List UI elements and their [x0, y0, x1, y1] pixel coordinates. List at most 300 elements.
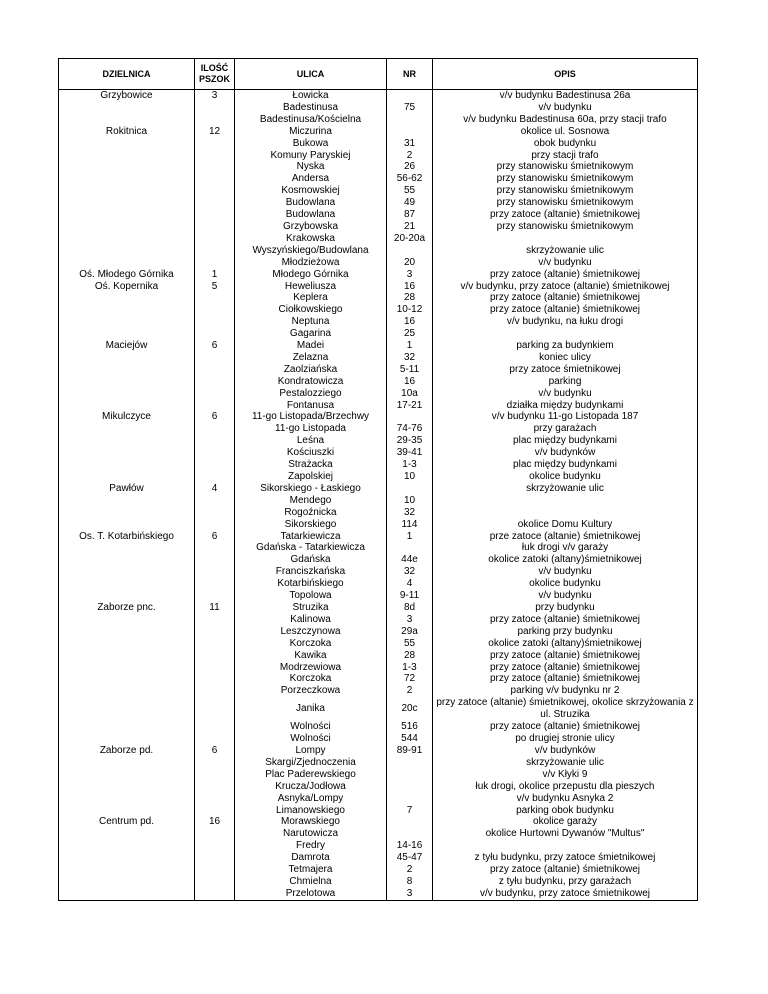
- cell-opis: v/v budynku 11-go Listopada 187: [433, 411, 698, 423]
- cell-ilosc: [195, 257, 235, 269]
- cell-ilosc: [195, 352, 235, 364]
- header-dzielnica: DZIELNICA: [59, 59, 195, 90]
- table-row: [59, 816, 698, 828]
- cell-opis: v/v budynku Asnyka 2: [433, 793, 698, 805]
- table-row: [59, 638, 698, 650]
- cell-nr: 32: [387, 566, 433, 578]
- table-row: [59, 483, 698, 495]
- cell-opis: przy zatoce (altanie) śmietnikowej: [433, 650, 698, 662]
- cell-nr: 28: [387, 292, 433, 304]
- cell-nr: 55: [387, 185, 433, 197]
- cell-ulica: Kondratowicza: [235, 376, 387, 388]
- table-row: [59, 578, 698, 590]
- cell-opis: plac między budynkami: [433, 435, 698, 447]
- cell-dzielnica: [59, 435, 195, 447]
- cell-dzielnica: [59, 614, 195, 626]
- cell-opis: v/v budynku Badestinusa 60a, przy stacji trafo: [433, 114, 698, 126]
- cell-ilosc: [195, 626, 235, 638]
- cell-ulica: Narutowicza: [235, 828, 387, 840]
- cell-ulica: Badestinusa: [235, 102, 387, 114]
- cell-dzielnica: [59, 721, 195, 733]
- table-row: [59, 173, 698, 185]
- cell-ilosc: [195, 173, 235, 185]
- cell-ulica: Neptuna: [235, 316, 387, 328]
- cell-opis: v/v budynku Badestinusa 26a: [433, 90, 698, 102]
- cell-dzielnica: [59, 733, 195, 745]
- cell-nr: 29-35: [387, 435, 433, 447]
- cell-nr: 3: [387, 269, 433, 281]
- cell-opis: przy zatoce śmietnikowej: [433, 364, 698, 376]
- cell-ulica: Krucza/Jodłowa: [235, 781, 387, 793]
- cell-ulica: Kalinowa: [235, 614, 387, 626]
- cell-ulica: Strażacka: [235, 459, 387, 471]
- cell-dzielnica: [59, 138, 195, 150]
- table-row: [59, 685, 698, 697]
- cell-ulica: Plac Paderewskiego: [235, 769, 387, 781]
- table-row: [59, 185, 698, 197]
- cell-nr: 29a: [387, 626, 433, 638]
- cell-ilosc: [195, 197, 235, 209]
- cell-dzielnica: [59, 650, 195, 662]
- cell-ilosc: [195, 102, 235, 114]
- cell-ulica: Modrzewiowa: [235, 662, 387, 674]
- cell-opis: [433, 507, 698, 519]
- table-row: [59, 876, 698, 888]
- cell-ulica: Wolności: [235, 721, 387, 733]
- cell-nr: 10-12: [387, 304, 433, 316]
- cell-ulica: Gdańska: [235, 554, 387, 566]
- cell-ilosc: [195, 519, 235, 531]
- table-row: [59, 411, 698, 423]
- cell-opis: okolice zatoki (altany)śmietnikowej: [433, 638, 698, 650]
- cell-ilosc: [195, 471, 235, 483]
- cell-ulica: 11-go Listopada: [235, 423, 387, 435]
- cell-opis: przy zatoce (altanie) śmietnikowej: [433, 673, 698, 685]
- cell-dzielnica: [59, 793, 195, 805]
- cell-ulica: Kawika: [235, 650, 387, 662]
- cell-opis: okolice ul. Sosnowa: [433, 126, 698, 138]
- table-row: [59, 542, 698, 554]
- cell-ilosc: [195, 673, 235, 685]
- cell-opis: przy zatoce (altanie) śmietnikowej: [433, 209, 698, 221]
- cell-ulica: Zapolskiej: [235, 471, 387, 483]
- cell-dzielnica: [59, 292, 195, 304]
- cell-ilosc: [195, 614, 235, 626]
- cell-ulica: Grzybowska: [235, 221, 387, 233]
- cell-nr: [387, 828, 433, 840]
- cell-ulica: Łowicka: [235, 90, 387, 102]
- cell-ulica: Porzeczkowa: [235, 685, 387, 697]
- cell-nr: 89-91: [387, 745, 433, 757]
- table-row: [59, 852, 698, 864]
- cell-nr: 1-3: [387, 662, 433, 674]
- table-row: [59, 209, 698, 221]
- cell-ulica: Wolności: [235, 733, 387, 745]
- spreadsheet: [58, 58, 697, 901]
- cell-dzielnica: [59, 304, 195, 316]
- cell-ulica: Gdańska - Tatarkiewicza: [235, 542, 387, 554]
- cell-ulica: Struzika: [235, 602, 387, 614]
- table-row: [59, 150, 698, 162]
- table-row: [59, 233, 698, 245]
- table-row: [59, 733, 698, 745]
- cell-dzielnica: [59, 316, 195, 328]
- cell-opis: okolice Hurtowni Dywanów "Multus": [433, 828, 698, 840]
- cell-ulica: Madei: [235, 340, 387, 352]
- cell-opis: przy zatoce (altanie) śmietnikowej: [433, 269, 698, 281]
- cell-dzielnica: [59, 233, 195, 245]
- cell-ulica: Sikorskiego: [235, 519, 387, 531]
- cell-opis: koniec ulicy: [433, 352, 698, 364]
- cell-dzielnica: [59, 554, 195, 566]
- cell-nr: 28: [387, 650, 433, 662]
- cell-nr: 5-11: [387, 364, 433, 376]
- cell-ilosc: [195, 400, 235, 412]
- table-row: [59, 828, 698, 840]
- table-row: [59, 769, 698, 781]
- cell-dzielnica: Pawłów: [59, 483, 195, 495]
- cell-dzielnica: Centrum pd.: [59, 816, 195, 828]
- cell-ilosc: [195, 733, 235, 745]
- cell-ilosc: [195, 245, 235, 257]
- cell-ulica: Mendego: [235, 495, 387, 507]
- cell-dzielnica: [59, 423, 195, 435]
- cell-ilosc: [195, 388, 235, 400]
- table-row: [59, 781, 698, 793]
- cell-nr: [387, 757, 433, 769]
- table-row: [59, 138, 698, 150]
- cell-nr: [387, 114, 433, 126]
- cell-ulica: Lompy: [235, 745, 387, 757]
- cell-opis: po drugiej stronie ulicy: [433, 733, 698, 745]
- cell-ulica: Żelazna: [235, 352, 387, 364]
- cell-opis: v/v budynku: [433, 388, 698, 400]
- cell-nr: 10a: [387, 388, 433, 400]
- cell-nr: [387, 245, 433, 257]
- cell-nr: 16: [387, 281, 433, 293]
- cell-dzielnica: [59, 221, 195, 233]
- cell-ulica: Kosmowskiej: [235, 185, 387, 197]
- cell-dzielnica: [59, 161, 195, 173]
- cell-opis: okolice budynku: [433, 578, 698, 590]
- cell-ulica: Pestalozziego: [235, 388, 387, 400]
- cell-ulica: Korczoka: [235, 673, 387, 685]
- cell-dzielnica: [59, 685, 195, 697]
- cell-ulica: Topolowa: [235, 590, 387, 602]
- cell-ilosc: 4: [195, 483, 235, 495]
- table-row: [59, 840, 698, 852]
- cell-nr: 3: [387, 614, 433, 626]
- cell-opis: [433, 233, 698, 245]
- cell-ilosc: 12: [195, 126, 235, 138]
- cell-dzielnica: Oś. Młodego Górnika: [59, 269, 195, 281]
- cell-dzielnica: [59, 781, 195, 793]
- cell-opis: v/v budynku, przy zatoce śmietnikowej: [433, 888, 698, 900]
- cell-nr: 39-41: [387, 447, 433, 459]
- cell-dzielnica: [59, 519, 195, 531]
- table-row: [59, 126, 698, 138]
- cell-ilosc: [195, 578, 235, 590]
- cell-nr: 87: [387, 209, 433, 221]
- cell-ilosc: [195, 864, 235, 876]
- cell-opis: przy stanowisku śmietnikowym: [433, 161, 698, 173]
- table-row: [59, 316, 698, 328]
- cell-nr: 14-16: [387, 840, 433, 852]
- cell-ulica: Młodzieżowa: [235, 257, 387, 269]
- cell-dzielnica: [59, 697, 195, 721]
- cell-dzielnica: [59, 376, 195, 388]
- cell-ulica: Wyszyńskiego/Budowlana: [235, 245, 387, 257]
- cell-opis: łuk drogi, okolice przepustu dla pieszych: [433, 781, 698, 793]
- cell-nr: 26: [387, 161, 433, 173]
- cell-nr: 544: [387, 733, 433, 745]
- cell-dzielnica: [59, 495, 195, 507]
- cell-opis: obok budynku: [433, 138, 698, 150]
- cell-dzielnica: [59, 102, 195, 114]
- cell-ilosc: [195, 435, 235, 447]
- cell-nr: 56-62: [387, 173, 433, 185]
- cell-opis: przy stanowisku śmietnikowym: [433, 221, 698, 233]
- cell-opis: przy zatoce (altanie) śmietnikowej, okolice skrzyżowania z ul. Struzika: [433, 697, 698, 721]
- cell-nr: 516: [387, 721, 433, 733]
- cell-ulica: Młodego Górnika: [235, 269, 387, 281]
- table-row: [59, 376, 698, 388]
- cell-dzielnica: [59, 578, 195, 590]
- cell-nr: 16: [387, 316, 433, 328]
- cell-ulica: Budowlana: [235, 209, 387, 221]
- cell-ulica: Nyska: [235, 161, 387, 173]
- cell-ilosc: [195, 805, 235, 817]
- cell-dzielnica: Zaborze pd.: [59, 745, 195, 757]
- cell-nr: 16: [387, 376, 433, 388]
- cell-ulica: Kościuszki: [235, 447, 387, 459]
- table-row: [59, 423, 698, 435]
- cell-opis: okolice zatoki (altany)śmietnikowej: [433, 554, 698, 566]
- cell-opis: skrzyżowanie ulic: [433, 483, 698, 495]
- cell-opis: przy budynku: [433, 602, 698, 614]
- cell-ilosc: [195, 316, 235, 328]
- cell-dzielnica: [59, 471, 195, 483]
- cell-ilosc: 3: [195, 90, 235, 102]
- cell-nr: [387, 781, 433, 793]
- cell-ulica: Badestinusa/Kościelna: [235, 114, 387, 126]
- cell-dzielnica: Maciejów: [59, 340, 195, 352]
- table-row: [59, 257, 698, 269]
- cell-nr: 45-47: [387, 852, 433, 864]
- table-row: [59, 614, 698, 626]
- cell-ulica: Zaolziańska: [235, 364, 387, 376]
- cell-opis: skrzyżowanie ulic: [433, 757, 698, 769]
- table-row: [59, 554, 698, 566]
- cell-nr: 72: [387, 673, 433, 685]
- cell-opis: v/v budynków: [433, 447, 698, 459]
- cell-ilosc: [195, 495, 235, 507]
- table-row: [59, 364, 698, 376]
- cell-ilosc: [195, 566, 235, 578]
- cell-opis: łuk drogi v/v garaży: [433, 542, 698, 554]
- cell-opis: parking za budynkiem: [433, 340, 698, 352]
- cell-ulica: Leśna: [235, 435, 387, 447]
- cell-ilosc: [195, 650, 235, 662]
- cell-ulica: Morawskiego: [235, 816, 387, 828]
- cell-opis: v/v budynku, przy zatoce (altanie) śmietnikowej: [433, 281, 698, 293]
- cell-ilosc: 16: [195, 816, 235, 828]
- cell-ilosc: [195, 138, 235, 150]
- table-row: [59, 745, 698, 757]
- cell-opis: przy zatoce (altanie) śmietnikowej: [433, 292, 698, 304]
- cell-dzielnica: [59, 257, 195, 269]
- cell-dzielnica: Oś. Kopernika: [59, 281, 195, 293]
- cell-dzielnica: [59, 542, 195, 554]
- cell-ilosc: [195, 590, 235, 602]
- cell-opis: przy zatoce (altanie) śmietnikowej: [433, 721, 698, 733]
- cell-opis: przy zatoce (altanie) śmietnikowej: [433, 304, 698, 316]
- cell-ulica: Krakowska: [235, 233, 387, 245]
- cell-ulica: Bukowa: [235, 138, 387, 150]
- cell-ulica: Przelotowa: [235, 888, 387, 900]
- cell-opis: przy zatoce (altanie) śmietnikowej: [433, 864, 698, 876]
- cell-dzielnica: [59, 173, 195, 185]
- cell-opis: [433, 328, 698, 340]
- cell-nr: 1-3: [387, 459, 433, 471]
- table-row: [59, 697, 698, 721]
- table-row: [59, 507, 698, 519]
- table-row: [59, 888, 698, 900]
- cell-ulica: Korczoka: [235, 638, 387, 650]
- cell-opis: działka między budynkami: [433, 400, 698, 412]
- table-row: [59, 269, 698, 281]
- cell-opis: v/v budynku, na łuku drogi: [433, 316, 698, 328]
- cell-nr: 20: [387, 257, 433, 269]
- cell-opis: przy zatoce (altanie) śmietnikowej: [433, 614, 698, 626]
- cell-ilosc: [195, 447, 235, 459]
- cell-ulica: 11-go Listopada/Brzechwy: [235, 411, 387, 423]
- cell-nr: 4: [387, 578, 433, 590]
- cell-ilosc: [195, 209, 235, 221]
- cell-ilosc: [195, 114, 235, 126]
- cell-ulica: Keplera: [235, 292, 387, 304]
- cell-dzielnica: [59, 828, 195, 840]
- cell-nr: [387, 793, 433, 805]
- cell-ilosc: [195, 542, 235, 554]
- cell-nr: 1: [387, 340, 433, 352]
- cell-nr: 55: [387, 638, 433, 650]
- cell-ulica: Fredry: [235, 840, 387, 852]
- table-row: [59, 90, 698, 102]
- table-row: [59, 519, 698, 531]
- cell-dzielnica: [59, 388, 195, 400]
- cell-ulica: Sikorskiego - Łaskiego: [235, 483, 387, 495]
- cell-ulica: Andersa: [235, 173, 387, 185]
- table-row: [59, 245, 698, 257]
- cell-ulica: Franciszkańska: [235, 566, 387, 578]
- cell-nr: 20c: [387, 697, 433, 721]
- cell-nr: 8d: [387, 602, 433, 614]
- table-row: [59, 471, 698, 483]
- cell-dzielnica: [59, 364, 195, 376]
- table-row: [59, 662, 698, 674]
- cell-nr: 2: [387, 685, 433, 697]
- cell-nr: 114: [387, 519, 433, 531]
- cell-ilosc: 6: [195, 745, 235, 757]
- cell-opis: przy garażach: [433, 423, 698, 435]
- cell-nr: 49: [387, 197, 433, 209]
- table-row: [59, 793, 698, 805]
- cell-dzielnica: [59, 150, 195, 162]
- cell-ilosc: [195, 888, 235, 900]
- cell-ulica: Gagarina: [235, 328, 387, 340]
- cell-nr: 21: [387, 221, 433, 233]
- cell-opis: v/v budynku: [433, 257, 698, 269]
- cell-nr: 7: [387, 805, 433, 817]
- cell-opis: v/v budynku: [433, 566, 698, 578]
- cell-ulica: Ciołkowskiego: [235, 304, 387, 316]
- cell-ilosc: [195, 328, 235, 340]
- cell-nr: 2: [387, 864, 433, 876]
- cell-ilosc: [195, 685, 235, 697]
- cell-dzielnica: [59, 673, 195, 685]
- cell-nr: 20-20a: [387, 233, 433, 245]
- cell-ulica: Heweliusza: [235, 281, 387, 293]
- cell-ilosc: 1: [195, 269, 235, 281]
- table-row: [59, 459, 698, 471]
- cell-ulica: Tetmajera: [235, 864, 387, 876]
- table-row: [59, 197, 698, 209]
- cell-nr: 75: [387, 102, 433, 114]
- cell-ilosc: 6: [195, 340, 235, 352]
- cell-dzielnica: [59, 662, 195, 674]
- cell-opis: prze zatoce (altanie) śmietnikowej: [433, 531, 698, 543]
- cell-opis: v/v Kłyki 9: [433, 769, 698, 781]
- table-row: [59, 590, 698, 602]
- cell-opis: przy stanowisku śmietnikowym: [433, 173, 698, 185]
- cell-dzielnica: [59, 888, 195, 900]
- cell-ilosc: 11: [195, 602, 235, 614]
- cell-ilosc: [195, 757, 235, 769]
- cell-nr: 2: [387, 150, 433, 162]
- table-row: [59, 328, 698, 340]
- cell-dzielnica: [59, 400, 195, 412]
- cell-ilosc: 6: [195, 411, 235, 423]
- cell-opis: z tyłu budynku, przy garażach: [433, 876, 698, 888]
- cell-ilosc: [195, 554, 235, 566]
- cell-opis: okolice budynku: [433, 471, 698, 483]
- cell-ilosc: [195, 304, 235, 316]
- table-row: [59, 304, 698, 316]
- cell-ilosc: [195, 292, 235, 304]
- table-row: [59, 566, 698, 578]
- cell-nr: 17-21: [387, 400, 433, 412]
- cell-nr: 32: [387, 507, 433, 519]
- cell-opis: v/v budynku: [433, 590, 698, 602]
- cell-dzielnica: [59, 590, 195, 602]
- cell-opis: v/v budynku: [433, 102, 698, 114]
- table-row: [59, 805, 698, 817]
- cell-ilosc: [195, 423, 235, 435]
- table-row: [59, 864, 698, 876]
- table-row: [59, 495, 698, 507]
- cell-dzielnica: Grzybowice: [59, 90, 195, 102]
- cell-ilosc: [195, 233, 235, 245]
- cell-opis: z tyłu budynku, przy zatoce śmietnikowej: [433, 852, 698, 864]
- table-row: [59, 673, 698, 685]
- cell-dzielnica: [59, 769, 195, 781]
- table-row: [59, 281, 698, 293]
- table-row: [59, 352, 698, 364]
- cell-dzielnica: [59, 209, 195, 221]
- cell-opis: plac między budynkami: [433, 459, 698, 471]
- cell-nr: 31: [387, 138, 433, 150]
